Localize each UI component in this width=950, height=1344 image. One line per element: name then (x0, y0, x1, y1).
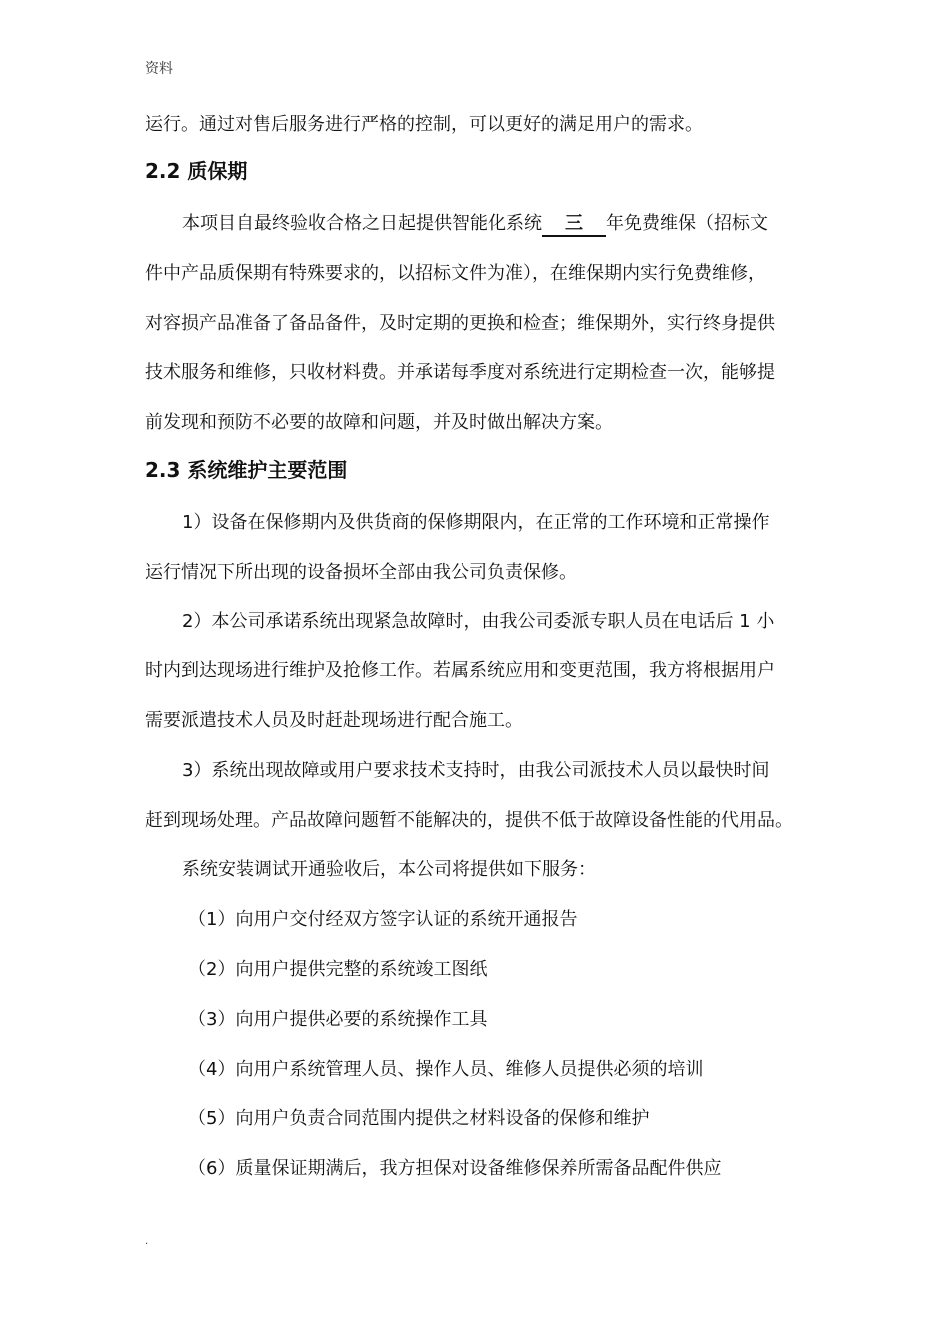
service-list-item: （5）向用户负责合同范围内提供之材料设备的保修和维护 (188, 1108, 650, 1129)
maintenance-item-1-line: 运行情况下所出现的设备损坏全部由我公司负责保修。 (145, 562, 577, 583)
maintenance-item-2-line: 2）本公司承诺系统出现紧急故障时，由我公司委派专职人员在电话后 1 小 (182, 611, 775, 632)
service-list-item: （1）向用户交付经双方签字认证的系统开通报告 (188, 909, 578, 930)
warranty-paragraph-line: 前发现和预防不必要的故障和问题，并及时做出解决方案。 (145, 412, 613, 433)
intro-line: 运行。通过对售后服务进行严格的控制，可以更好的满足用户的需求。 (145, 114, 703, 135)
warranty-text-before: 本项目自最终验收合格之日起提供智能化系统 (182, 213, 542, 234)
maintenance-item-2-line: 需要派遣技术人员及时赶赴现场进行配合施工。 (145, 710, 523, 731)
maintenance-item-3-line: 3）系统出现故障或用户要求技术支持时，由我公司派技术人员以最快时间 (182, 760, 770, 781)
services-intro: 系统安装调试开通验收后，本公司将提供如下服务： (182, 859, 596, 880)
service-list-item: （2）向用户提供完整的系统竣工图纸 (188, 959, 488, 980)
service-list-item: （4）向用户系统管理人员、操作人员、维修人员提供必须的培训 (188, 1059, 704, 1080)
service-list-item: （3）向用户提供必要的系统操作工具 (188, 1009, 488, 1030)
page-header-label: 资料 (145, 61, 173, 77)
maintenance-item-3-line: 赶到现场处理。产品故障问题暂不能解决的，提供不低于故障设备性能的代用品。 (145, 810, 793, 831)
maintenance-item-2-line: 时内到达现场进行维护及抢修工作。若属系统应用和变更范围，我方将根据用户 (145, 660, 775, 681)
warranty-paragraph-line: 件中产品质保期有特殊要求的，以招标文件为准），在维保期内实行免费维修， (145, 263, 766, 284)
warranty-paragraph-line-1 (182, 212, 822, 237)
service-list-item: （6）质量保证期满后，我方担保对设备维修保养所需备品配件供应 (188, 1158, 722, 1179)
warranty-paragraph-line: 技术服务和维修，只收材料费。并承诺每季度对系统进行定期检查一次，能够提 (145, 362, 775, 383)
maintenance-item-1-line: 1）设备在保修期内及供货商的保修期限内，在正常的工作环境和正常操作 (182, 512, 770, 533)
footer-mark: . (145, 1236, 149, 1247)
section-2-2-heading: 2.2 质保期 (145, 159, 248, 183)
section-2-3-heading: 2.3 系统维护主要范围 (145, 458, 348, 482)
warranty-paragraph-line: 对容损产品准备了备品备件，及时定期的更换和检查；维保期外，实行终身提供 (145, 313, 775, 334)
warranty-text-after: 年免费维保（招标文 (606, 213, 768, 234)
warranty-years-blank: 三 (542, 213, 606, 237)
